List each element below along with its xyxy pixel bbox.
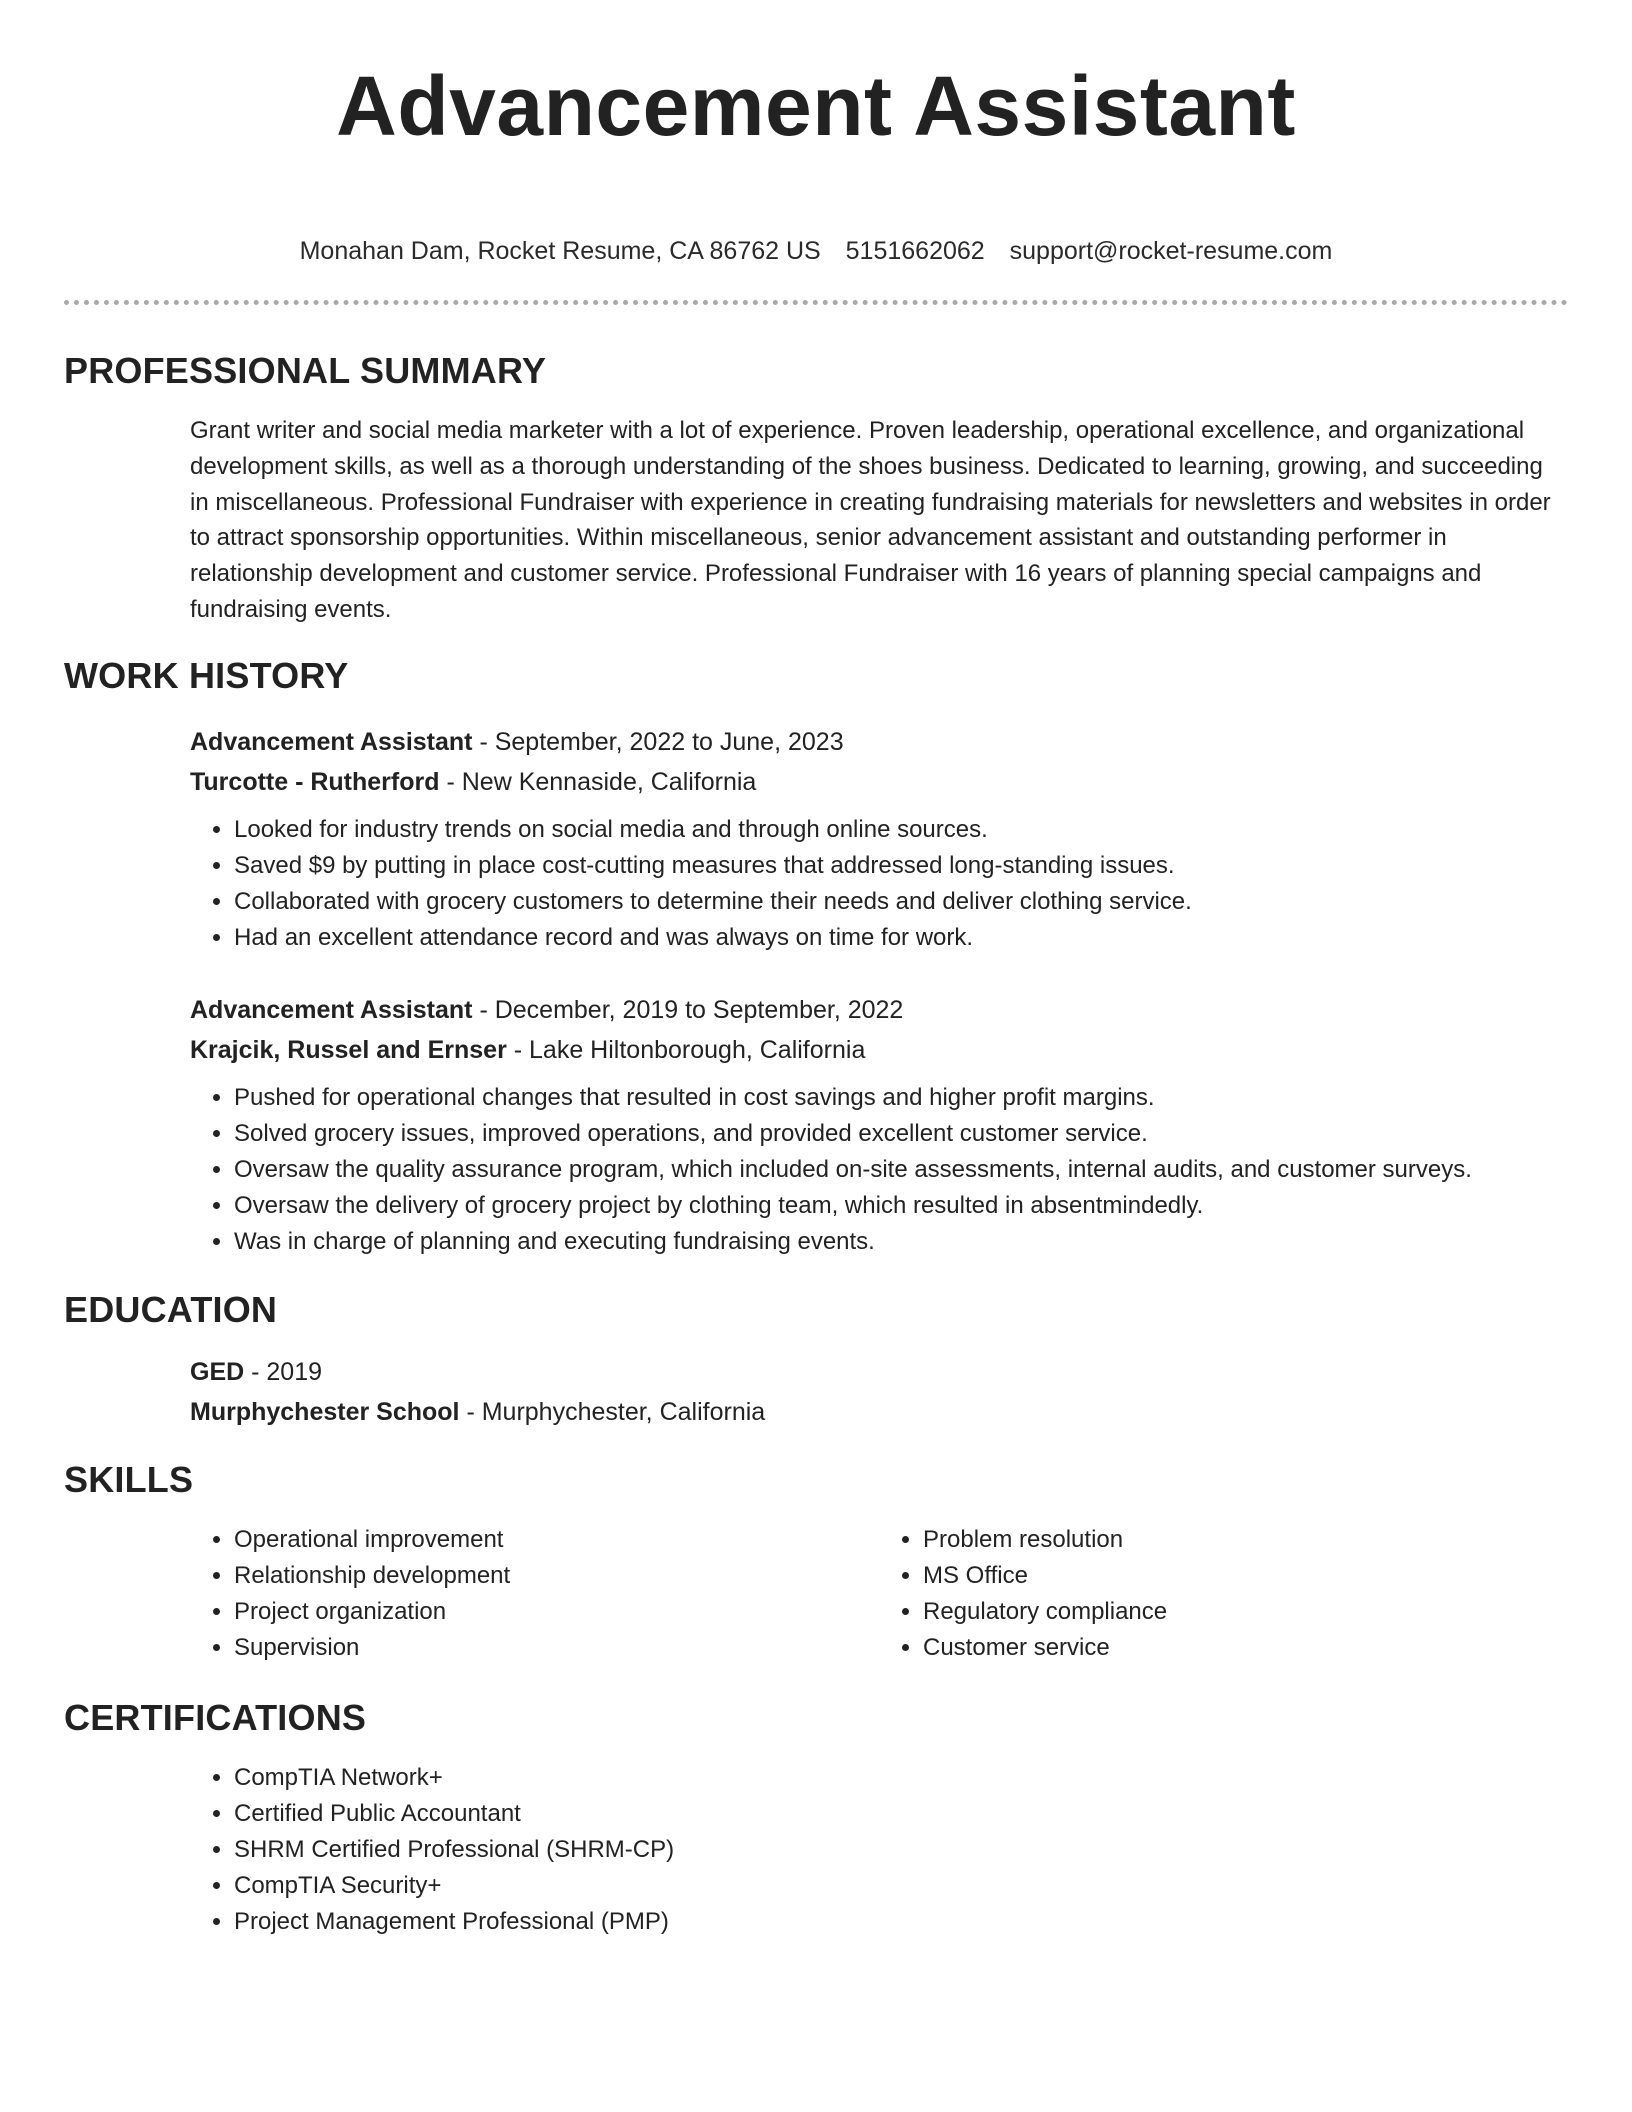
certification-item: • Certified Public Accountant — [234, 1796, 1568, 1832]
certifications-heading: CERTIFICATIONS — [64, 1696, 367, 1738]
skill-item: • Supervision — [234, 1630, 879, 1666]
education-degree: GED — [190, 1357, 245, 1386]
job-entry — [190, 722, 1568, 956]
job-bullet: • Pushed for operational changes that resulted in cost savings and higher profit margins. — [234, 1080, 1568, 1116]
skill-item: • Operational improvement — [234, 1522, 879, 1558]
certification-item: • Project Management Professional (PMP) — [234, 1904, 1568, 1940]
work-history-heading: WORK HISTORY — [64, 654, 349, 696]
education-heading: EDUCATION — [64, 1288, 278, 1330]
skill-item: • Project organization — [234, 1594, 879, 1630]
job-bullet: • Solved grocery issues, improved operations, and provided excellent customer service. — [234, 1116, 1568, 1152]
job-company: Turcotte - Rutherford — [190, 767, 440, 796]
education-school: Murphychester School — [190, 1397, 460, 1426]
job-bullet: • Collaborated with grocery customers to determine their needs and deliver clothing service. — [234, 884, 1568, 920]
job-role: Advancement Assistant — [190, 727, 473, 756]
header-divider — [64, 300, 1568, 305]
education-school-line — [190, 1392, 1568, 1432]
contact-email: support@rocket-resume.com — [1009, 237, 1333, 265]
job-dates: - December, 2019 to September, 2022 — [472, 995, 904, 1024]
resume-page — [64, 0, 1568, 1940]
contact-phone: 5151662062 — [845, 237, 985, 265]
job-location: - New Kennaside, California — [439, 767, 757, 796]
job-role-line — [190, 990, 1568, 1030]
certification-item: • CompTIA Network+ — [234, 1760, 1568, 1796]
job-bullets — [190, 812, 1568, 956]
resume-name: Advancement Assistant — [336, 59, 1296, 153]
skill-item: • Relationship development — [234, 1558, 879, 1594]
job-role: Advancement Assistant — [190, 995, 473, 1024]
skills-grid — [190, 1522, 1568, 1666]
skills-list-right — [879, 1522, 1568, 1666]
job-bullet: • Oversaw the quality assurance program, which included on-site assessments, internal audits, and customer surveys. — [234, 1152, 1568, 1188]
education-location: - Murphychester, California — [459, 1397, 766, 1426]
skills-list-left — [190, 1522, 879, 1666]
certifications-list — [190, 1760, 1568, 1940]
contact-line — [64, 234, 1568, 268]
education-entry — [190, 1352, 1568, 1432]
job-bullet: • Was in charge of planning and executing fundraising events. — [234, 1224, 1568, 1260]
skill-item: • MS Office — [923, 1558, 1568, 1594]
job-company: Krajcik, Russel and Ernser — [190, 1035, 507, 1064]
summary-heading: PROFESSIONAL SUMMARY — [64, 350, 547, 391]
certification-item: • SHRM Certified Professional (SHRM-CP) — [234, 1832, 1568, 1868]
job-company-line — [190, 1030, 1568, 1070]
summary-text: Grant writer and social media marketer with a lot of experience. Proven leadership, operational excellence, and organizational development skills, as well as a thorough understanding of the shoes business. Dedicated to learning, growing, and succeeding in miscellaneous. Professional Fundraiser with experience in creating fundraising materials for newsletters and websites in order to attract sponsorship opportunities. Within miscellaneous, senior advancement assistant and outstanding performer in relationship development and customer service. Professional Fundraiser with 16 years of planning special campaigns and fundraising events. — [190, 417, 1551, 623]
skills-heading: SKILLS — [64, 1458, 194, 1500]
certifications-block — [190, 1760, 1568, 1940]
job-bullet: • Oversaw the delivery of grocery project by clothing team, which resulted in absentmindedly. — [234, 1188, 1568, 1224]
job-bullet: • Had an excellent attendance record and was always on time for work. — [234, 920, 1568, 956]
job-entry — [190, 990, 1568, 1260]
skill-item: • Customer service — [923, 1630, 1568, 1666]
job-location: - Lake Hiltonborough, California — [506, 1035, 866, 1064]
job-bullets — [190, 1080, 1568, 1260]
job-bullet: • Looked for industry trends on social media and through online sources. — [234, 812, 1568, 848]
contact-address: Monahan Dam, Rocket Resume, CA 86762 US — [299, 237, 821, 265]
certification-item: • CompTIA Security+ — [234, 1868, 1568, 1904]
job-bullet: • Saved $9 by putting in place cost-cutting measures that addressed long-standing issues. — [234, 848, 1568, 884]
skill-item: • Regulatory compliance — [923, 1594, 1568, 1630]
education-degree-line — [190, 1352, 1568, 1392]
job-company-line — [190, 762, 1568, 802]
education-year: - 2019 — [244, 1357, 323, 1386]
job-dates: - September, 2022 to June, 2023 — [472, 727, 844, 756]
skill-item: • Problem resolution — [923, 1522, 1568, 1558]
job-role-line — [190, 722, 1568, 762]
